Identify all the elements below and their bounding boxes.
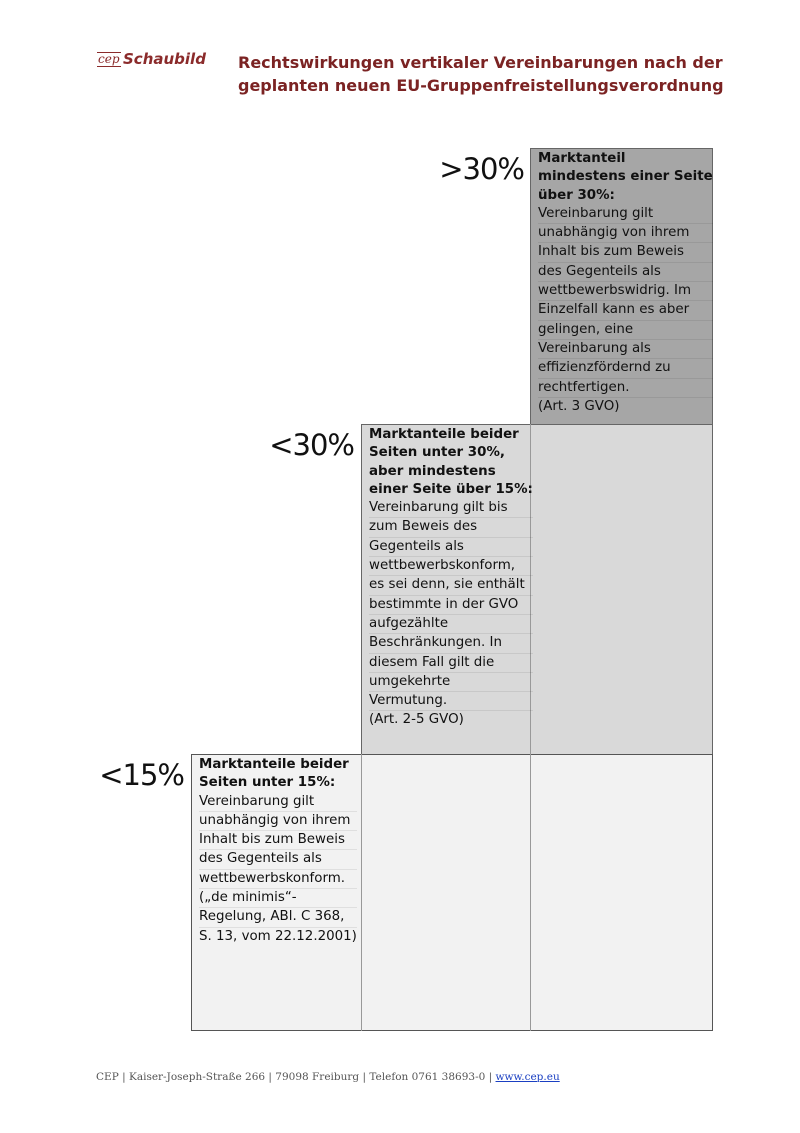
tier-text-mid: [369, 426, 533, 730]
tier-heading-line: aber mindestens: [369, 463, 496, 479]
threshold-label-low: <15%: [99, 758, 184, 792]
tier-body-line: Vereinbarung als: [538, 340, 713, 359]
schaubild-label: Schaubild: [123, 50, 206, 68]
tier-body-line: zum Beweis des: [369, 518, 533, 537]
tier-body-line: Beschränkungen. In: [369, 634, 533, 653]
tier-body-line: wettbewerbskonform,: [369, 557, 533, 576]
tier-heading-line: über 30%:: [538, 187, 615, 203]
tier-body-line: diesem Fall gilt die: [369, 654, 533, 673]
cep-logo-mark: cep: [98, 52, 120, 66]
tier-body-line: unabhängig von ihrem: [538, 224, 713, 243]
tier-text-low: [199, 756, 357, 946]
tier-heading-line: Seiten unter 15%:: [199, 775, 336, 791]
tier-body-line: aufgezählte: [369, 615, 533, 634]
tier-heading-line: Marktanteil: [538, 151, 626, 166]
tier-body-line: Gegenteils als: [369, 538, 533, 557]
tier-heading-line: Marktanteile beider: [199, 757, 349, 772]
tier-body-line: Vereinbarung gilt bis: [369, 499, 533, 518]
tier-heading-line: Seiten unter 30%,: [369, 445, 505, 461]
tier-body-line: wettbewerbswidrig. Im: [538, 282, 713, 301]
tier-body-line: Vereinbarung gilt: [538, 205, 713, 224]
threshold-label-high: >30%: [439, 152, 524, 186]
tier-body-line: (Art. 3 GVO): [538, 398, 620, 414]
tier-body-line: es sei denn, sie enthält: [369, 576, 533, 595]
page-title-line-2: geplanten neuen EU-Gruppenfreistellungsverordnung: [238, 76, 724, 95]
tier-body-line: effizienzfördernd zu: [538, 359, 713, 378]
tier-body-line: des Gegenteils als: [199, 850, 357, 869]
tier-body-line: Inhalt bis zum Beweis: [538, 243, 713, 262]
tier-body-line: des Gegenteils als: [538, 263, 713, 282]
footer-website-link[interactable]: www.cep.eu: [495, 1071, 560, 1083]
tier-body-line: S. 13, vom 22.12.2001): [199, 928, 357, 944]
page-title-line-1: Rechtswirkungen vertikaler Vereinbarungen nach der: [238, 53, 723, 72]
cep-logo: [97, 50, 207, 74]
tier-body-line: („de minimis“-: [199, 889, 357, 908]
footer-address: CEP | Kaiser-Joseph-Straße 266 | 79098 Freiburg | Telefon 0761 38693-0 |: [96, 1071, 496, 1083]
tier-body-line: unabhängig von ihrem: [199, 812, 357, 831]
threshold-label-mid: <30%: [269, 428, 354, 462]
column-divider-left: [361, 754, 362, 1031]
tier-body-line: Inhalt bis zum Beweis: [199, 831, 357, 850]
tier-body-line: rechtfertigen.: [538, 379, 713, 398]
tier-body-line: (Art. 2-5 GVO): [369, 712, 464, 728]
tier-heading-line: mindestens einer Seite: [538, 169, 713, 185]
page-footer: [96, 1071, 560, 1083]
tier-body-line: umgekehrte: [369, 673, 533, 692]
tier-heading-line: Marktanteile beider: [369, 427, 519, 442]
tier-body-line: Regelung, ABl. C 368,: [199, 908, 357, 927]
tier-heading-line: einer Seite über 15%:: [369, 481, 533, 497]
tier-body-line: wettbewerbskonform.: [199, 870, 357, 889]
tier-text-high: [538, 150, 713, 416]
tier-body-line: Vermutung.: [369, 692, 533, 711]
tier-body-line: Vereinbarung gilt: [199, 793, 357, 812]
tier-body-line: bestimmte in der GVO: [369, 596, 533, 615]
tier-body-line: Einzelfall kann es aber: [538, 301, 713, 320]
page-title: [238, 51, 738, 97]
tier-body-line: gelingen, eine: [538, 321, 713, 340]
